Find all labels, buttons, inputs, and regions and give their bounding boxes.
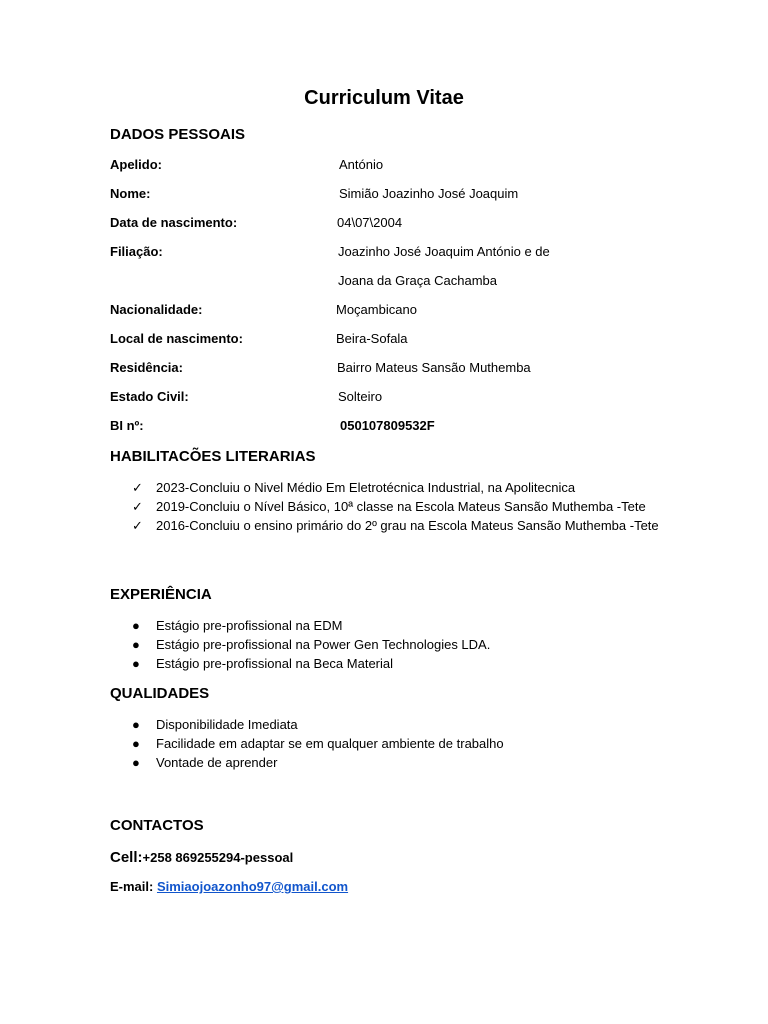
bullet-icon: ● (132, 755, 140, 770)
section-heading-habilitacoes: HABILITACÕES LITERARIAS (110, 448, 316, 465)
field-row-nome (110, 186, 670, 206)
field-row-apelido (110, 157, 670, 177)
field-label: Estado Civil: (110, 389, 189, 404)
field-value: Moçambicano (336, 302, 417, 317)
bullet-icon: ● (132, 717, 140, 732)
list-item (130, 635, 660, 654)
field-label: Residência: (110, 360, 183, 375)
list-item-text: Estágio pre-profissional na Beca Material (156, 656, 394, 671)
list-item (130, 497, 660, 516)
list-item-text: Facilidade em adaptar se em qualquer ambiente de trabalho (156, 736, 504, 751)
field-label: Apelido: (110, 157, 162, 172)
list-item-text: Estágio pre-profissional na Power Gen Technologies LDA. (156, 637, 491, 652)
bullet-icon: ● (132, 637, 140, 652)
field-row-bi (110, 418, 670, 438)
field-label: Nome: (110, 186, 151, 201)
field-row-data-nascimento (110, 215, 670, 235)
section-heading-dados-pessoais: DADOS PESSOAIS (110, 126, 246, 143)
email-link[interactable]: Simiaojoazonho97@gmail.com (156, 879, 349, 894)
field-value: Joana da Graça Cachamba (338, 273, 497, 288)
field-label: BI nº: (110, 418, 144, 433)
field-value: 04\07\2004 (337, 215, 403, 230)
document-title: Curriculum Vitae (304, 87, 464, 109)
list-item-text: Vontade de aprender (156, 755, 278, 770)
field-value: Joazinho José Joaquim António e de (338, 244, 550, 259)
field-value: António (339, 157, 384, 172)
field-value: Beira-Sofala (336, 331, 408, 346)
field-value: 050107809532F (340, 418, 435, 433)
field-value: Bairro Mateus Sansão Muthemba (337, 360, 531, 375)
email-label: E-mail: (110, 879, 157, 894)
list-item (130, 616, 660, 635)
habilitacoes-list (130, 478, 660, 535)
list-item-text: 2016-Concluiu o ensino primário do 2º grau na Escola Mateus Sansão Muthemba -Tete (156, 518, 659, 533)
list-item (130, 654, 660, 673)
checkmark-icon: ✓ (132, 518, 143, 533)
qualidades-list (130, 715, 660, 772)
section-heading-qualidades: QUALIDADES (110, 685, 210, 702)
bullet-icon: ● (132, 656, 140, 671)
field-label: Nacionalidade: (110, 302, 203, 317)
field-value: Simião Joazinho José Joaquim (339, 186, 519, 201)
checkmark-icon: ✓ (132, 499, 143, 514)
list-item (130, 753, 660, 772)
cell-label: Cell: (110, 849, 143, 866)
contact-email (110, 879, 348, 894)
field-value: Solteiro (338, 389, 383, 404)
field-label: Filiação: (110, 244, 163, 259)
list-item-text: Disponibilidade Imediata (156, 717, 298, 732)
field-row-filiacao-cont (110, 273, 670, 293)
checkmark-icon: ✓ (132, 480, 143, 495)
list-item-text: Estágio pre-profissional na EDM (156, 618, 343, 633)
field-label: Local de nascimento: (110, 331, 243, 346)
field-row-residencia (110, 360, 670, 380)
section-heading-experiencia: EXPERIÊNCIA (110, 586, 212, 603)
list-item (130, 734, 660, 753)
list-item-text: 2019-Concluiu o Nível Básico, 10ª classe na Escola Mateus Sansão Muthemba -Tete (156, 499, 646, 514)
cell-number: +258 869255294-pessoal (142, 850, 294, 865)
list-item-text: 2023-Concluiu o Nivel Médio Em Eletrotécnica Industrial, na Apolitecnica (156, 480, 576, 495)
list-item (130, 478, 660, 497)
list-item (130, 516, 660, 535)
field-row-local-nascimento (110, 331, 670, 351)
field-row-estado-civil (110, 389, 670, 409)
experiencia-list (130, 616, 660, 673)
contact-cell (110, 849, 293, 866)
field-row-filiacao (110, 244, 670, 264)
list-item (130, 715, 660, 734)
bullet-icon: ● (132, 618, 140, 633)
section-heading-contactos: CONTACTOS (110, 817, 204, 834)
field-label: Data de nascimento: (110, 215, 238, 230)
field-row-nacionalidade (110, 302, 670, 322)
bullet-icon: ● (132, 736, 140, 751)
